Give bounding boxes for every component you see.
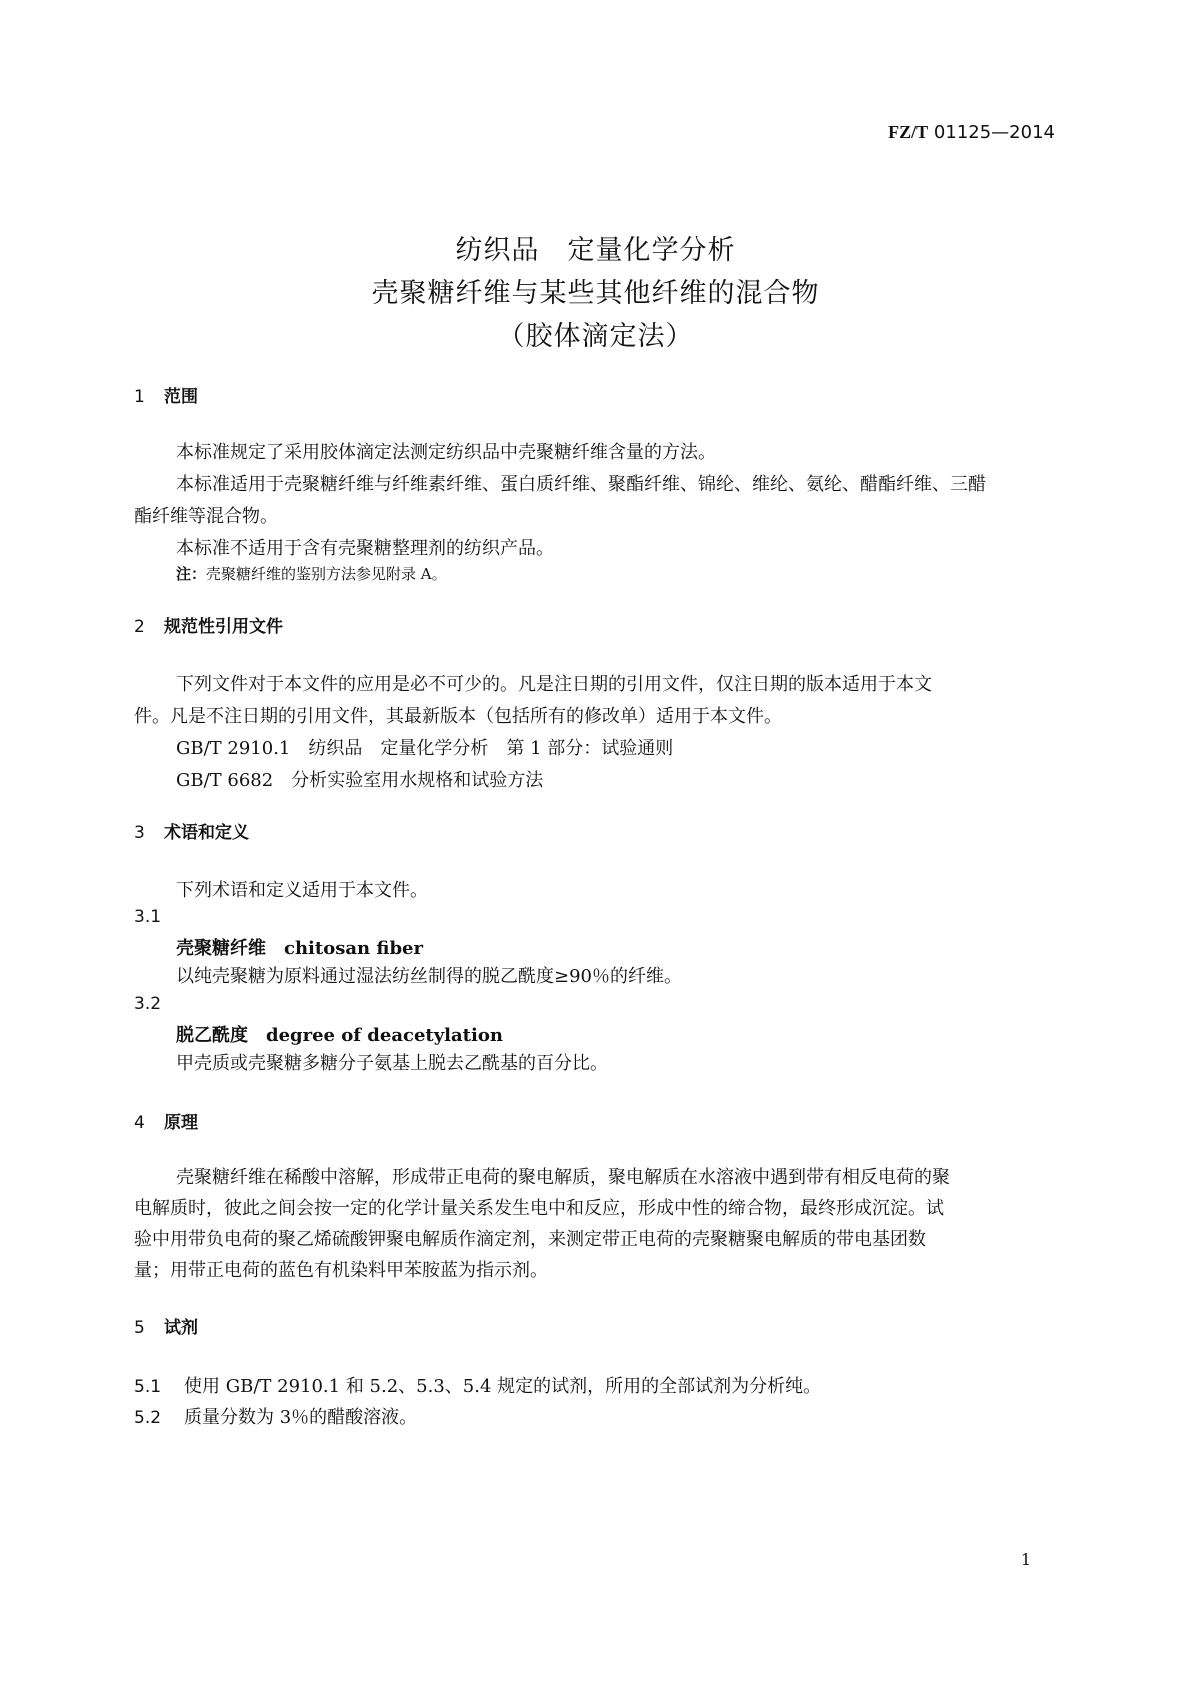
clause-item: [134, 1403, 417, 1429]
section-title: 规范性引用文件: [164, 617, 283, 637]
term-definition: 甲壳质或壳聚糖多糖分子氨基上脱去乙酰基的百分比。: [176, 1053, 608, 1074]
paragraph: 本标准不适用于含有壳聚糖整理剂的纺织产品。: [176, 538, 554, 559]
page-number: 1: [1020, 1550, 1031, 1569]
term-title: 壳聚糖纤维 chitosan fiber: [176, 938, 423, 959]
paragraph-continuation: 验中用带负电荷的聚乙烯硫酸钾聚电解质作滴定剂，来测定带正电荷的壳聚糖聚电解质的带电基团数: [134, 1229, 926, 1250]
section-number: 2: [134, 617, 145, 637]
note-label: 注：: [176, 565, 207, 583]
clause-text: 质量分数为 3％的醋酸溶液。: [184, 1407, 418, 1428]
term-number: 3.2: [134, 994, 162, 1014]
term-title: 脱乙酰度 degree of deacetylation: [176, 1025, 503, 1046]
paragraph: 本标准适用于壳聚糖纤维与纤维素纤维、蛋白质纤维、聚酯纤维、锦纶、维纶、氨纶、醋酯纤维、三醋: [176, 474, 986, 495]
paragraph: 壳聚糖纤维在稀酸中溶解，形成带正电荷的聚电解质，聚电解质在水溶液中遇到带有相反电荷的聚: [176, 1167, 950, 1188]
section-number: 3: [134, 823, 145, 843]
clause-text: 使用 GB/T 2910.1 和 5.2、5.3、5.4 规定的试剂，所用的全部试剂为分析纯。: [184, 1376, 822, 1397]
clause-item: [134, 1372, 821, 1398]
paragraph: 本标准规定了采用胶体滴定法测定纺织品中壳聚糖纤维含量的方法。: [176, 442, 716, 463]
reference-item: GB/T 6682 分析实验室用水规格和试验方法: [176, 770, 544, 791]
paragraph: 下列术语和定义适用于本文件。: [176, 880, 428, 901]
document-title-line-3: （胶体滴定法）: [497, 321, 694, 352]
section-1-heading: [134, 382, 198, 407]
clause-number: 5.1: [134, 1377, 162, 1397]
clause-number: 5.2: [134, 1408, 162, 1428]
paragraph-continuation: 件。凡是不注日期的引用文件，其最新版本（包括所有的修改单）适用于本文件。: [134, 706, 782, 727]
standard-code-number: 01125—2014: [933, 122, 1055, 143]
section-title: 术语和定义: [164, 823, 249, 843]
section-5-heading: [134, 1313, 198, 1338]
note-text: 壳聚糖纤维的鉴别方法参见附录 A。: [206, 565, 447, 583]
paragraph-continuation: 酯纤维等混合物。: [134, 506, 278, 527]
section-title: 试剂: [164, 1318, 198, 1338]
paragraph: 下列文件对于本文件的应用是必不可少的。凡是注日期的引用文件，仅注日期的版本适用于本文: [176, 674, 932, 695]
reference-item: GB/T 2910.1 纺织品 定量化学分析 第 1 部分：试验通则: [176, 738, 674, 759]
paragraph-continuation: 量；用带正电荷的蓝色有机染料甲苯胺蓝为指示剂。: [134, 1260, 548, 1281]
section-number: 4: [134, 1113, 145, 1133]
section-4-heading: [134, 1108, 198, 1133]
document-title-line-2: 壳聚糖纤维与某些其他纤维的混合物: [371, 278, 820, 309]
term-definition: 以纯壳聚糖为原料通过湿法纺丝制得的脱乙酰度≥90％的纤维。: [176, 966, 682, 987]
section-title: 原理: [164, 1113, 198, 1133]
section-number: 1: [134, 387, 145, 407]
section-title: 范围: [164, 387, 198, 407]
standard-code-prefix: FZ/T: [888, 122, 929, 142]
standard-code: [888, 122, 1055, 143]
section-2-heading: [134, 612, 283, 637]
note: [176, 563, 447, 584]
section-3-heading: [134, 818, 249, 843]
term-number: 3.1: [134, 907, 162, 927]
section-number: 5: [134, 1318, 145, 1338]
document-title-line-1: 纺织品 定量化学分析: [455, 235, 736, 266]
paragraph-continuation: 电解质时，彼此之间会按一定的化学计量关系发生电中和反应，形成中性的缔合物，最终形成沉淀。试: [134, 1198, 944, 1219]
